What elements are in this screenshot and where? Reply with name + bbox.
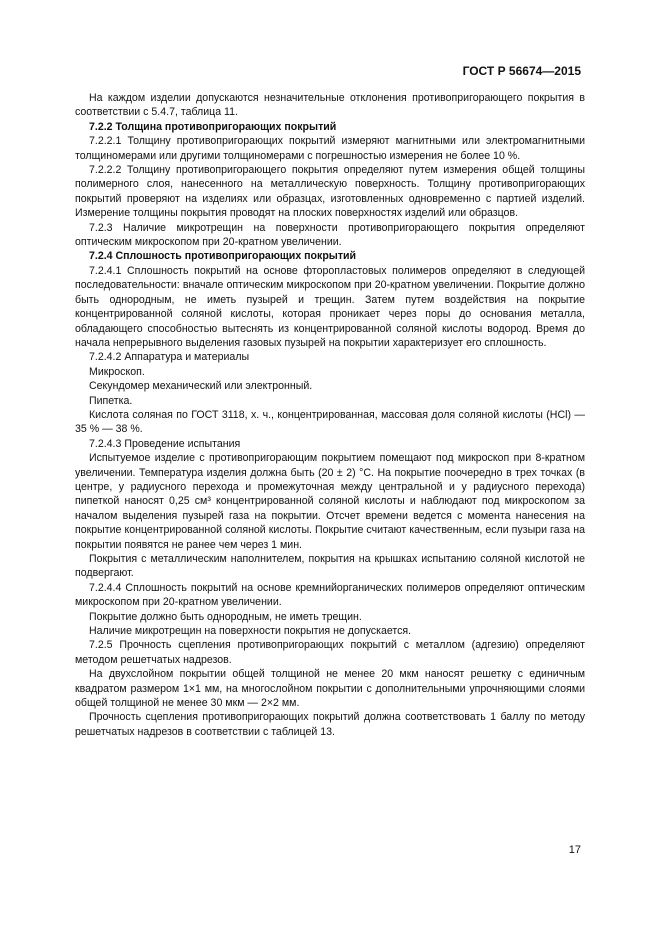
list-item: Секундомер механический или электронный.	[89, 380, 313, 393]
list-item: Пипетка.	[89, 394, 133, 407]
paragraph: 7.2.4.2 Аппаратура и материалы	[89, 351, 250, 364]
paragraph: 7.2.4.1 Сплошность покрытий на основе фторопластовых полимеров определяют в следующей последовательности: вначале оптическим микроскопом при 20-кратном увеличении. Покрытие должно быть однородным, не иметь пузырей и трещин. Затем путем воздействия на покрытие концентрированной соляной кислоты, которая проникает через поры до основания металла, обладающего способностью вытеснять из концентрированной соляной кислоты водород. Время до начала непрерывного выделения газовых пузырей на покрытии характеризует его сплошность.	[75, 264, 585, 349]
paragraph: 7.2.4.4 Сплошность покрытий на основе кремнийорганических полимеров определяют оптическим микроскопом при 20-кратном увеличении.	[75, 581, 585, 609]
paragraph: Испытуемое изделие с противопригорающим покрытием помещают под микроскоп при 8-кратном увеличении. Температура изделия должна быть (20 ± 2) °С. На покрытие поочередно в трех точках (в центре, у радиусного перехода и промежуточная между центральной и у радиусного перехода) пипеткой наносят 0,25 см³ концентрированной соляной кислоты и наблюдают под микроскопом за началом выделения пузырей газа на покрытии. Отсчет времени ведется с момента нанесения на покрытие концентрированной соляной кислоты. Покрытие считают качественным, если пузыри газа на покрытии появятся не ранее чем через 1 мин.	[75, 452, 585, 551]
paragraph: 7.2.4.3 Проведение испытания	[89, 437, 241, 450]
page-number: 17	[568, 844, 581, 856]
paragraph: Кислота соляная по ГОСТ 3118, х. ч., концентрированная, массовая доля соляной кислоты (HCl) — 35 % — 38 %.	[75, 408, 585, 436]
paragraph: Покрытие должно быть однородным, не иметь трещин.	[89, 610, 362, 623]
paragraph: Покрытия с металлическим наполнителем, покрытия на крышках испытанию соляной кислотой не подвергают.	[75, 553, 585, 580]
document-code-header: ГОСТ Р 56674—2015	[462, 64, 581, 78]
paragraph: Наличие микротрещин на поверхности покрытия не допускается.	[89, 625, 412, 638]
list-item: Микроскоп.	[89, 365, 145, 378]
document-body	[75, 91, 585, 739]
paragraph: 7.2.2.1 Толщину противопригорающих покрытий измеряют магнитными или электромагнитными толщиномерами или другими толщиномерами с погрешностью измерения не более 10 %.	[75, 135, 585, 162]
paragraph: 7.2.3 Наличие микротрещин на поверхности противопригорающего покрытия определяют оптическим микроскопом при 20-кратном увеличении.	[75, 221, 585, 249]
section-heading: 7.2.2 Толщина противопригорающих покрытий	[89, 120, 337, 133]
paragraph: На двухслойном покрытии общей толщиной не менее 20 мкм наносят решетку с единичным квадратом размером 1×1 мм, на многослойном покрытии с дополнительными упрочняющими слоями общей толщиной не менее 30 мкм — 2×2 мм.	[75, 668, 585, 710]
paragraph: 7.2.2.2 Толщину противопригорающего покрытия определяют путем измерения общей толщины полимерного слоя, нанесенного на металлическую поверхность. Толщину противопригорающих покрытий проверяют на изделиях или образцах, изготовленных одновременно с партией изделий. Измерение толщины покрытия проводят на плоских поверхностях изделий или образцов.	[75, 164, 585, 220]
paragraph: Прочность сцепления противопригорающих покрытий должна соответствовать 1 баллу по методу решетчатых надрезов в соответствии с таблицей 13.	[75, 711, 585, 738]
paragraph: На каждом изделии допускаются незначительные отклонения противопригорающего покрытия в соответствии с 5.4.7, таблица 11.	[75, 92, 585, 119]
section-heading: 7.2.4 Сплошность противопригорающих покрытий	[89, 250, 357, 263]
paragraph: 7.2.5 Прочность сцепления противопригорающих покрытий с металлом (адгезию) определяют методом решетчатых надрезов.	[75, 639, 585, 666]
